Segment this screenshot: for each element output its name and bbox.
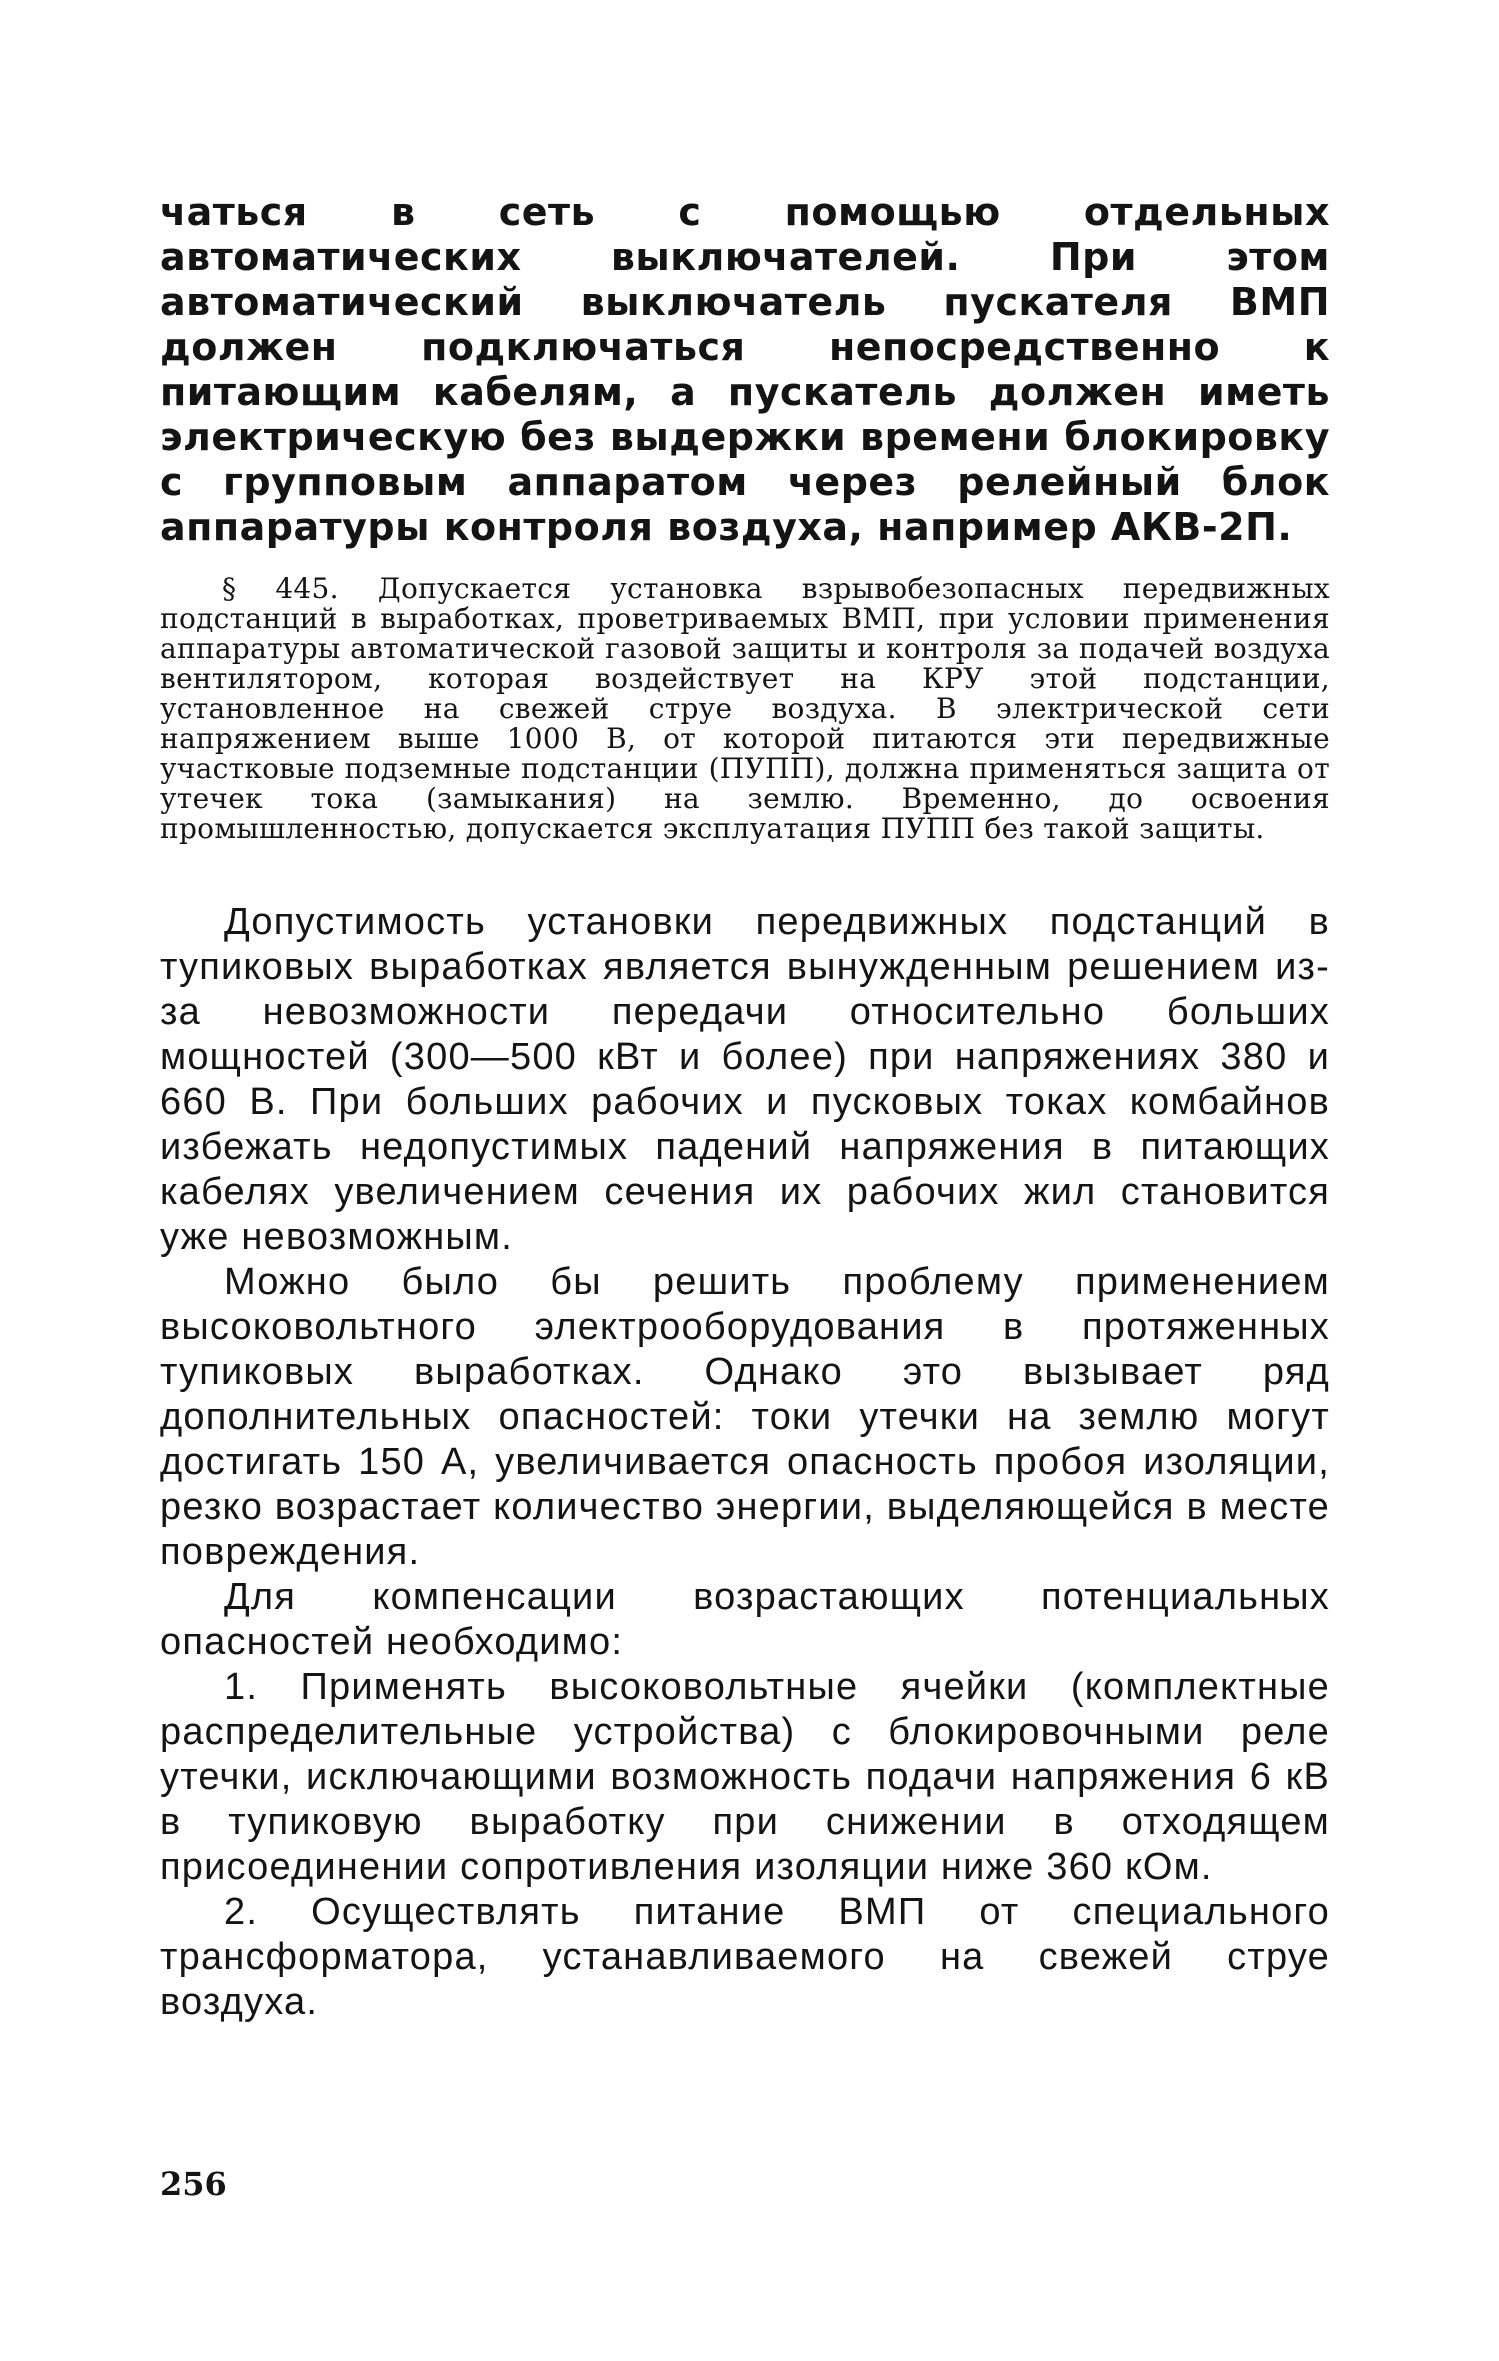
rule-paragraph-445: § 445. Допускается установка взрывобезопасных передвижных подстанций в выработках, проветриваемых ВМП, при условии применения аппаратуры автоматической газовой защиты и контроля за подачей воздуха вентилятором, которая воздействует на КРУ этой подстанции, установленное на свежей струе воздуха. В электрической сети напряжением выше 1000 В, от которой питаются эти передвижные участковые подземные подстанции (ПУПП), должна применяться защита от утечек тока (замыкания) на землю. Временно, до освоения промышленностью, допускается эксплуатация ПУПП без такой защиты.	[160, 572, 1330, 845]
list-item-1: 1. Применять высоковольтные ячейки (комплектные распределительные устройства) с блокировочными реле утечки, исключающими возможность подачи напряжения 6 кВ в тупиковую выработку при снижении в отходящем присоединении сопротивления изоляции ниже 360 кОм.	[160, 1666, 1330, 1888]
paragraph-compensation: Для компенсации возрастающих потенциальных опасностей необходимо:	[160, 1576, 1330, 1663]
paragraph-continued: чаться в сеть с помощью отдельных автоматических выключателей. При этом автоматический выключатель пускателя ВМП должен подключаться непосредственно к питающим кабелям, а пускатель должен иметь электрическую без выдержки времени блокировку с групповым аппаратом через релейный блок аппаратуры контроля воздуха, например АКВ-2П.	[160, 190, 1330, 549]
page-body	[160, 190, 1330, 2025]
paragraph-high-voltage: Можно было бы решить проблему применением высоковольтного электрооборудования в протяженных тупиковых выработках. Однако это вызывает ряд дополнительных опасностей: токи утечки на землю могут достигать 150 А, увеличивается опасность пробоя изоляции, резко возрастает количество энергии, выделяющейся в месте повреждения.	[160, 1261, 1330, 1573]
list-item-2: 2. Осуществлять питание ВМП от специального трансформатора, устанавливаемого на свежей струе воздуха.	[160, 1891, 1330, 2023]
page-number: 256	[160, 2165, 227, 2203]
paragraph-mobile-substations: Допустимость установки передвижных подстанций в тупиковых выработках является вынужденным решением из-за невозможности передачи относительно больших мощностей (300—500 кВт и более) при напряжениях 380 и 660 В. При больших рабочих и пусковых токах комбайнов избежать недопустимых падений напряжения в питающих кабелях увеличением сечения их рабочих жил становится уже невозможным.	[160, 901, 1330, 1258]
